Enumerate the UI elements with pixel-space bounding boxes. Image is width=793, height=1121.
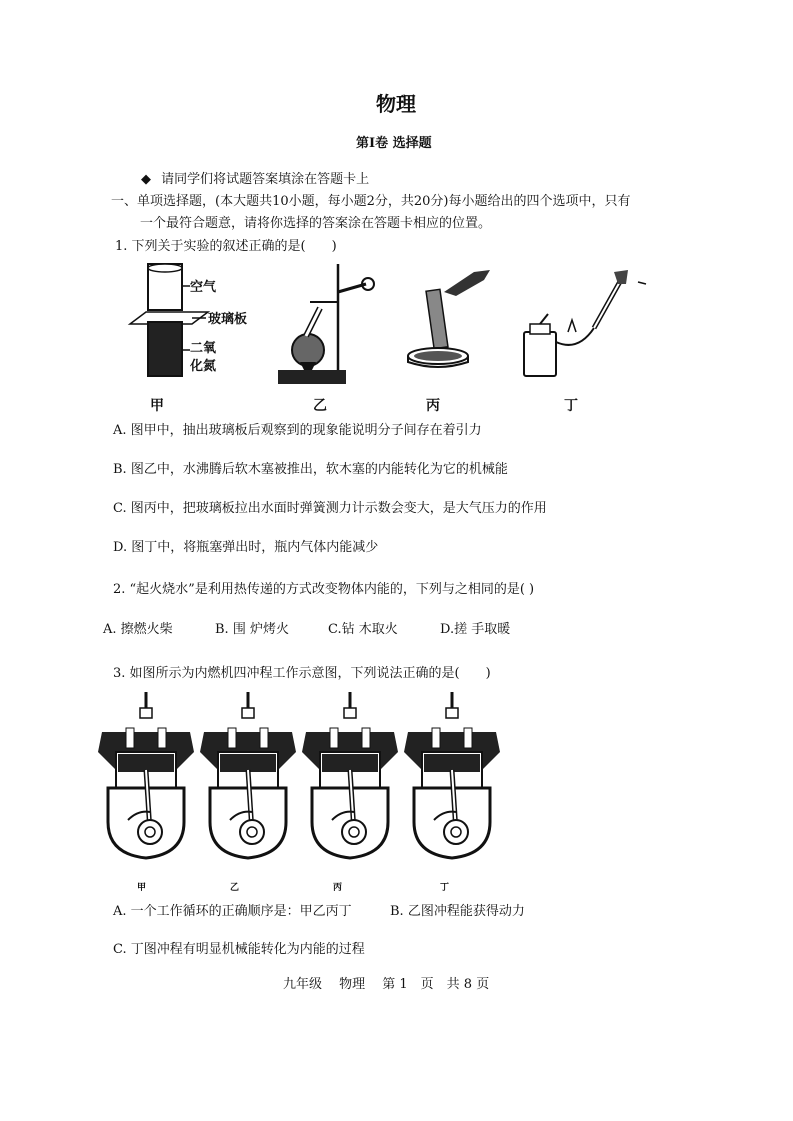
q1-caption-yi: 乙 <box>313 398 327 414</box>
figure-engine-strokes <box>96 692 496 872</box>
figure-bing-glass-water <box>404 262 494 377</box>
q1-option-a: A. 图甲中，抽出玻璃板后观察到的现象能说明分子间存在着引力 <box>113 423 482 438</box>
q1-option-c: C. 图丙中，把玻璃板拉出水面时弹簧测力计示数会变大，是大气压力的作用 <box>113 501 547 516</box>
q3-option-c: C. 丁图冲程有明显机械能转化为内能的过程 <box>113 942 365 957</box>
q1-option-b: B. 图乙中，水沸腾后软木塞被推出，软木塞的内能转化为它的机械能 <box>113 462 508 477</box>
figure-yi-flask <box>276 262 386 387</box>
page-title: 物理 <box>376 92 416 116</box>
engine-yi <box>200 692 296 858</box>
q1-option-d: D. 图丁中，将瓶塞弹出时，瓶内气体内能减少 <box>113 540 379 555</box>
q3-caption-ding: 丁 <box>440 883 450 893</box>
q3-option-a: A. 一个工作循环的正确顺序是：甲乙丙丁 <box>113 904 352 919</box>
q1-caption-bing: 丙 <box>426 398 440 414</box>
q3-stem: 3. 如图所示为内燃机四冲程工作示意图，下列说法正确的是( ) <box>113 666 491 681</box>
notice <box>141 172 369 188</box>
engine-jia <box>98 692 194 858</box>
diamond-bullet-icon: ◆ <box>141 172 151 187</box>
notice-text: 请同学们将试题答案填涂在答题卡上 <box>161 172 370 187</box>
engine-ding <box>404 692 500 858</box>
q1-caption-ding: 丁 <box>564 398 578 414</box>
label-no2-a: 二氧 <box>190 341 217 356</box>
q2-option-d: D.搓 手取暖 <box>440 622 511 637</box>
page-footer: 九年级 物理 第 1 页 共 8 页 <box>283 977 490 992</box>
q1-stem: 1. 下列关于实验的叙述正确的是( ) <box>115 239 337 254</box>
figure-ding-bottle-pump <box>518 262 658 380</box>
engine-bing <box>302 692 398 858</box>
q1-caption-jia: 甲 <box>150 398 164 414</box>
label-glass: 玻璃板 <box>208 312 248 327</box>
q3-caption-jia: 甲 <box>137 883 147 893</box>
q2-option-a: A. 擦燃火柴 <box>103 622 173 637</box>
label-no2-b: 化氮 <box>190 359 217 374</box>
part1-instruction-line1: 一、单项选择题，(本大题共10小题，每小题2分，共20分)每小题给出的四个选项中，只有 <box>111 194 631 209</box>
part1-instruction-line2: 一个最符合题意，请将你选择的答案涂在答题卡相应的位置。 <box>140 216 492 231</box>
q2-option-b: B. 围 炉烤火 <box>215 622 289 637</box>
q3-option-b: B. 乙图冲程能获得动力 <box>390 904 525 919</box>
q3-caption-yi: 乙 <box>230 883 240 893</box>
q3-caption-bing: 丙 <box>333 883 343 893</box>
section-title: 第Ⅰ卷 选择题 <box>356 136 432 151</box>
label-air: 空气 <box>190 280 217 295</box>
q2-stem: 2. “起火烧水”是利用热传递的方式改变物体内能的，下列与之相同的是( ) <box>113 582 535 597</box>
figure-jia-diffusion <box>128 262 268 382</box>
q2-option-c: C.钻 木取火 <box>328 622 398 637</box>
